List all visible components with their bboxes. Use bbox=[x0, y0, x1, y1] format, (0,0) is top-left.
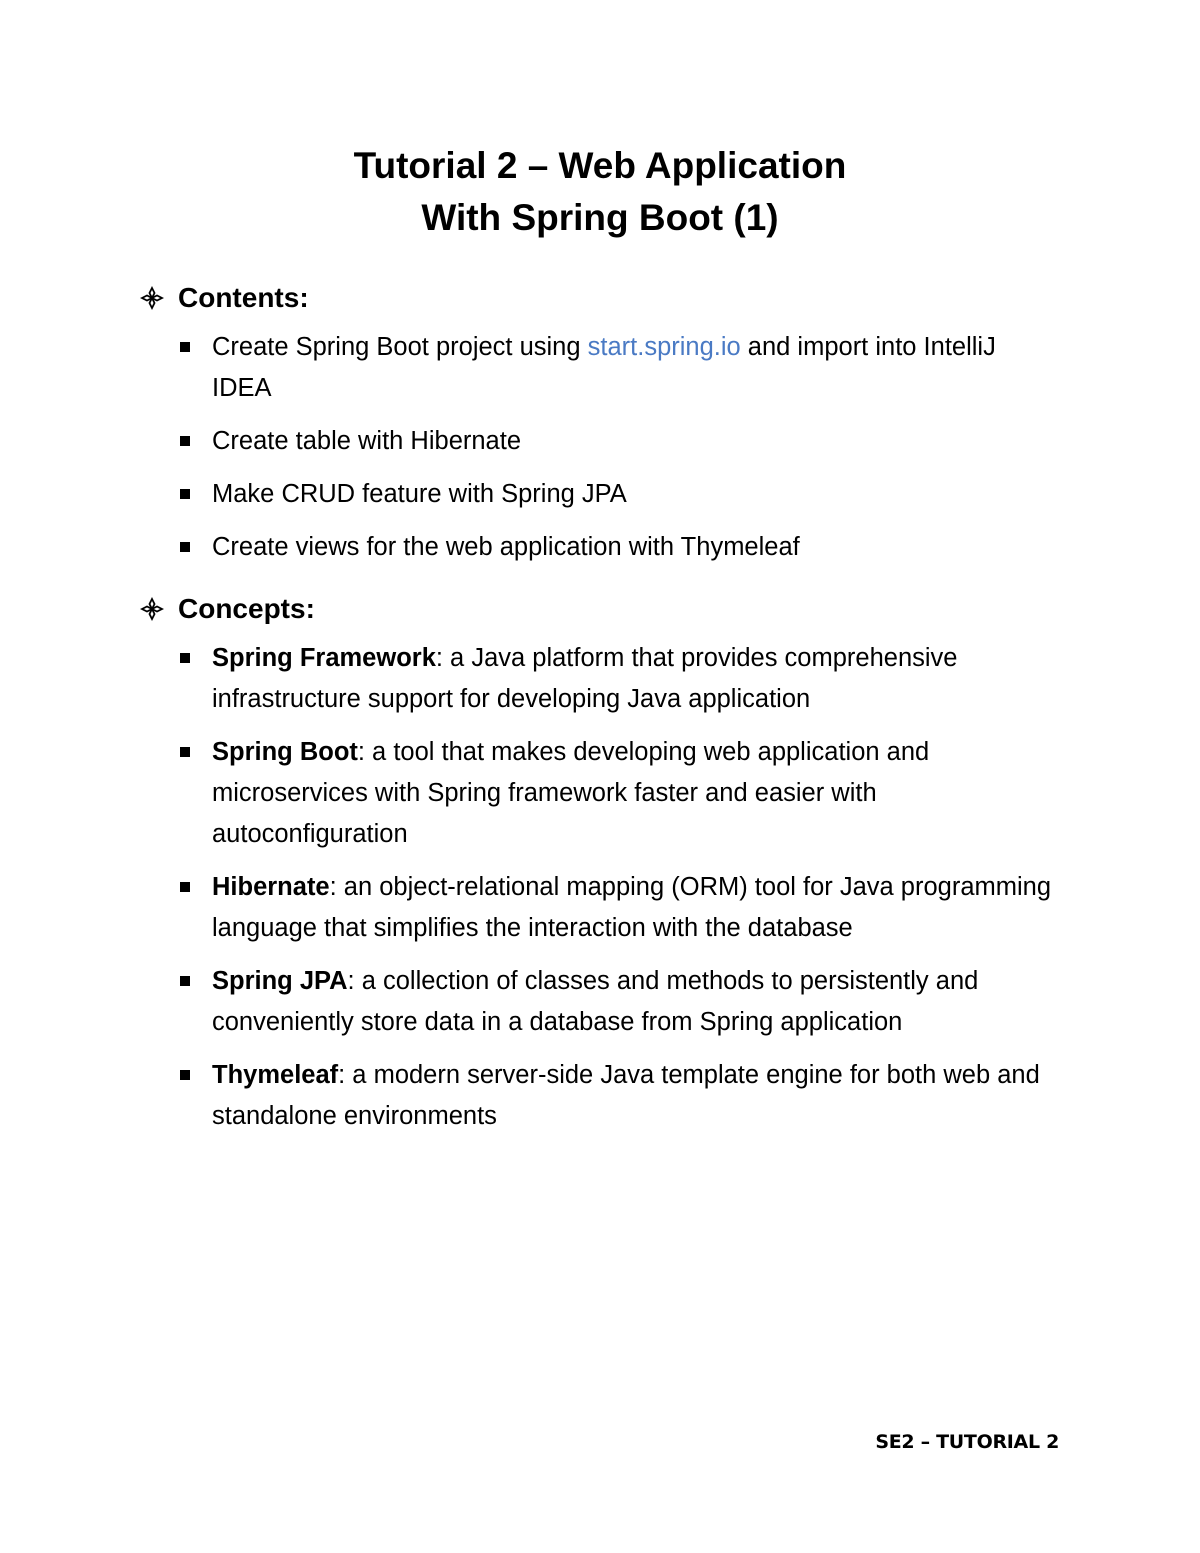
list-item bbox=[176, 421, 1056, 462]
concepts-list bbox=[176, 638, 1056, 1149]
list-item bbox=[176, 527, 1056, 568]
item-text: Create views for the web application with Thymeleaf bbox=[212, 533, 800, 561]
concept-term: Spring Framework bbox=[212, 644, 436, 672]
item-text-after: and import into IntelliJ IDEA bbox=[212, 333, 996, 402]
square-bullet-icon bbox=[180, 747, 190, 757]
concept-definition: : a collection of classes and methods to persistently and conveniently store data in a database from Spring application bbox=[212, 967, 979, 1036]
title-line-1: Tutorial 2 – Web Application bbox=[353, 145, 847, 186]
concept-term: Thymeleaf bbox=[212, 1061, 339, 1089]
concept-term: Spring Boot bbox=[212, 738, 358, 766]
list-item bbox=[176, 732, 1056, 855]
contents-heading-label: Contents: bbox=[178, 282, 309, 313]
list-item bbox=[176, 474, 1056, 515]
list-item bbox=[176, 961, 1056, 1043]
contents-heading bbox=[140, 280, 309, 316]
page-footer: SE2 – TUTORIAL 2 bbox=[875, 1431, 1059, 1453]
four-diamond-star-icon bbox=[140, 597, 164, 621]
square-bullet-icon bbox=[180, 1070, 190, 1080]
concept-definition: : a tool that makes developing web application and microservices with Spring framework faster and easier with autoconfiguration bbox=[212, 738, 930, 848]
page-title bbox=[0, 140, 1200, 244]
concept-term: Spring JPA bbox=[212, 967, 348, 995]
item-text-before: Create Spring Boot project using bbox=[212, 333, 588, 361]
concept-term: Hibernate bbox=[212, 873, 330, 901]
title-line-2: With Spring Boot (1) bbox=[421, 197, 779, 238]
list-item bbox=[176, 638, 1056, 720]
square-bullet-icon bbox=[180, 976, 190, 986]
start-spring-io-link[interactable]: start.spring.io bbox=[587, 333, 741, 361]
item-text: Create table with Hibernate bbox=[212, 427, 522, 455]
concept-definition: : a Java platform that provides comprehensive infrastructure support for developing Java application bbox=[212, 644, 958, 713]
square-bullet-icon bbox=[180, 489, 190, 499]
square-bullet-icon bbox=[180, 436, 190, 446]
concept-definition: : an object-relational mapping (ORM) tool for Java programming language that simplifies the interaction with the database bbox=[212, 873, 1052, 942]
square-bullet-icon bbox=[180, 653, 190, 663]
contents-list bbox=[176, 327, 1056, 580]
item-text: Make CRUD feature with Spring JPA bbox=[212, 480, 627, 508]
square-bullet-icon bbox=[180, 542, 190, 552]
concepts-heading bbox=[140, 591, 315, 627]
four-diamond-star-icon bbox=[140, 286, 164, 310]
concepts-heading-label: Concepts: bbox=[178, 593, 315, 624]
concept-definition: : a modern server-side Java template engine for both web and standalone environments bbox=[212, 1061, 1040, 1130]
square-bullet-icon bbox=[180, 342, 190, 352]
list-item bbox=[176, 327, 1056, 409]
list-item bbox=[176, 867, 1056, 949]
square-bullet-icon bbox=[180, 882, 190, 892]
list-item bbox=[176, 1055, 1056, 1137]
